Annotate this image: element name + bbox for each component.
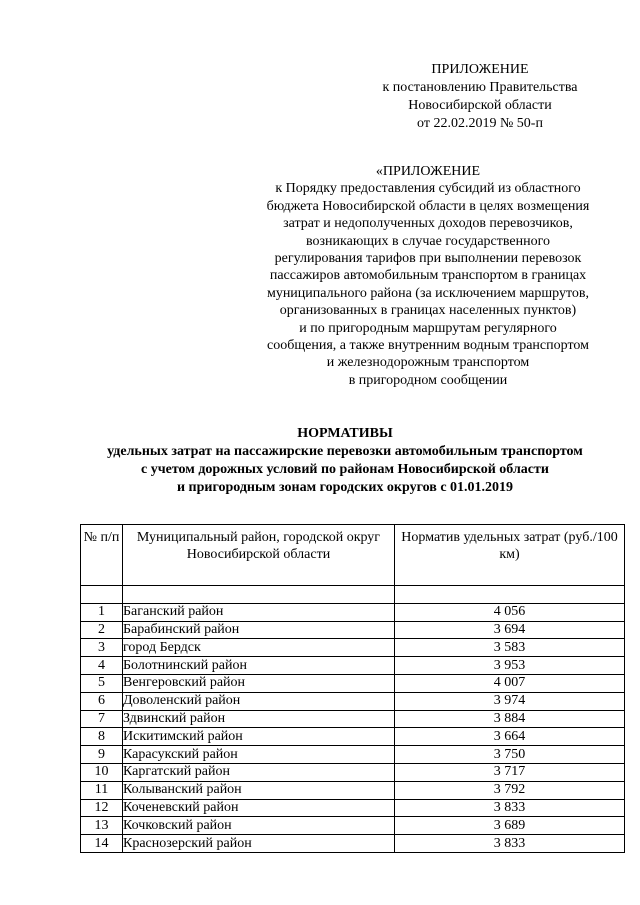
table-spacer-row: [81, 586, 625, 604]
procedure-line: муниципального района (за исключением маршрутов,: [266, 285, 590, 301]
row-number-cell: 10: [81, 763, 123, 781]
district-name-cell: Искитимский район: [123, 728, 395, 746]
district-name-cell: Краснозерский район: [123, 835, 395, 853]
procedure-line: бюджета Новосибирской области в целях возмещения: [266, 198, 590, 214]
row-number-cell: 3: [81, 639, 123, 657]
column-header-district: Муниципальный район, городской округ Новосибирской области: [123, 525, 395, 586]
norm-value-cell: 3 833: [395, 799, 625, 817]
column-header-norm: Норматив удельных затрат (руб./100 км): [395, 525, 625, 586]
district-name-cell: Болотнинский район: [123, 657, 395, 675]
procedure-line: и железнодорожным транспортом: [326, 355, 530, 371]
district-name-cell: Колыванский район: [123, 781, 395, 799]
appendix-header: [330, 61, 630, 133]
norm-value-cell: 3 717: [395, 763, 625, 781]
norm-value-cell: 3 694: [395, 621, 625, 639]
district-name-cell: город Бердск: [123, 639, 395, 657]
row-number-cell: 8: [81, 728, 123, 746]
row-number-cell: 9: [81, 746, 123, 764]
table-row: [81, 692, 625, 710]
procedure-line: в пригородном сообщении: [348, 372, 508, 388]
table-row: [81, 603, 625, 621]
row-number-cell: 12: [81, 799, 123, 817]
procedure-line: «ПРИЛОЖЕНИЕ: [375, 164, 481, 179]
norm-value-cell: 3 884: [395, 710, 625, 728]
row-number-cell: 4: [81, 657, 123, 675]
spacer-cell: [395, 586, 625, 604]
table-row: [81, 728, 625, 746]
appendix-header-line: Новосибирской области: [408, 98, 552, 113]
spacer-cell: [81, 586, 123, 604]
norm-value-cell: 3 833: [395, 835, 625, 853]
norm-value-cell: 4 007: [395, 674, 625, 692]
table-row: [81, 799, 625, 817]
table-row: [81, 621, 625, 639]
row-number-cell: 6: [81, 692, 123, 710]
column-header-number: № п/п: [81, 525, 123, 586]
row-number-cell: 7: [81, 710, 123, 728]
procedure-line: пассажиров автомобильным транспортом в границах: [269, 268, 587, 284]
procedure-line: затрат и недополученных доходов перевозчиков,: [283, 216, 573, 232]
table-row: [81, 763, 625, 781]
table-row: [81, 639, 625, 657]
district-name-cell: Каргатский район: [123, 763, 395, 781]
procedure-line: регулирования тарифов при выполнении перевозок: [274, 251, 582, 267]
table-row: [81, 835, 625, 853]
table-header-row: [81, 525, 625, 586]
title-line: с учетом дорожных условий по районам Новосибирской области: [141, 462, 549, 477]
appendix-header-line: от 22.02.2019 № 50-п: [417, 116, 543, 131]
table-row: [81, 817, 625, 835]
district-name-cell: Доволенский район: [123, 692, 395, 710]
document-title: [60, 425, 630, 497]
norm-value-cell: 3 664: [395, 728, 625, 746]
procedure-line: возникающих в случае государственного: [305, 233, 551, 249]
table-row: [81, 781, 625, 799]
row-number-cell: 11: [81, 781, 123, 799]
table-row: [81, 657, 625, 675]
row-number-cell: 1: [81, 603, 123, 621]
spacer-cell: [123, 586, 395, 604]
procedure-line: и по пригородным маршрутам регулярного: [299, 320, 557, 336]
district-name-cell: Коченевский район: [123, 799, 395, 817]
norms-table: [80, 524, 625, 853]
procedure-line: организованных в границах населенных пунктов): [279, 303, 577, 319]
title-line: и пригородным зонам городских округов с 01.01.2019: [176, 480, 514, 495]
procedure-line: сообщения, а также внутренним водным транспортом: [267, 338, 589, 354]
title-heading: НОРМАТИВЫ: [297, 426, 393, 441]
appendix-header-line: к постановлению Правительства: [382, 80, 578, 95]
norm-value-cell: 3 974: [395, 692, 625, 710]
norm-value-cell: 3 583: [395, 639, 625, 657]
district-name-cell: Здвинский район: [123, 710, 395, 728]
district-name-cell: Венгеровский район: [123, 674, 395, 692]
norm-value-cell: 3 953: [395, 657, 625, 675]
district-name-cell: Баганский район: [123, 603, 395, 621]
title-line: удельных затрат на пассажирские перевозки автомобильным транспортом: [107, 444, 583, 459]
table-row: [81, 674, 625, 692]
row-number-cell: 13: [81, 817, 123, 835]
appendix-header-line: ПРИЛОЖЕНИЕ: [431, 62, 529, 77]
norm-value-cell: 3 792: [395, 781, 625, 799]
row-number-cell: 5: [81, 674, 123, 692]
district-name-cell: Барабинский район: [123, 621, 395, 639]
table-row: [81, 710, 625, 728]
procedure-appendix: [238, 163, 618, 389]
procedure-line: к Порядку предоставления субсидий из областного: [275, 181, 581, 197]
district-name-cell: Карасукский район: [123, 746, 395, 764]
row-number-cell: 2: [81, 621, 123, 639]
row-number-cell: 14: [81, 835, 123, 853]
norm-value-cell: 3 750: [395, 746, 625, 764]
norm-value-cell: 4 056: [395, 603, 625, 621]
table-row: [81, 746, 625, 764]
norm-value-cell: 3 689: [395, 817, 625, 835]
district-name-cell: Кочковский район: [123, 817, 395, 835]
